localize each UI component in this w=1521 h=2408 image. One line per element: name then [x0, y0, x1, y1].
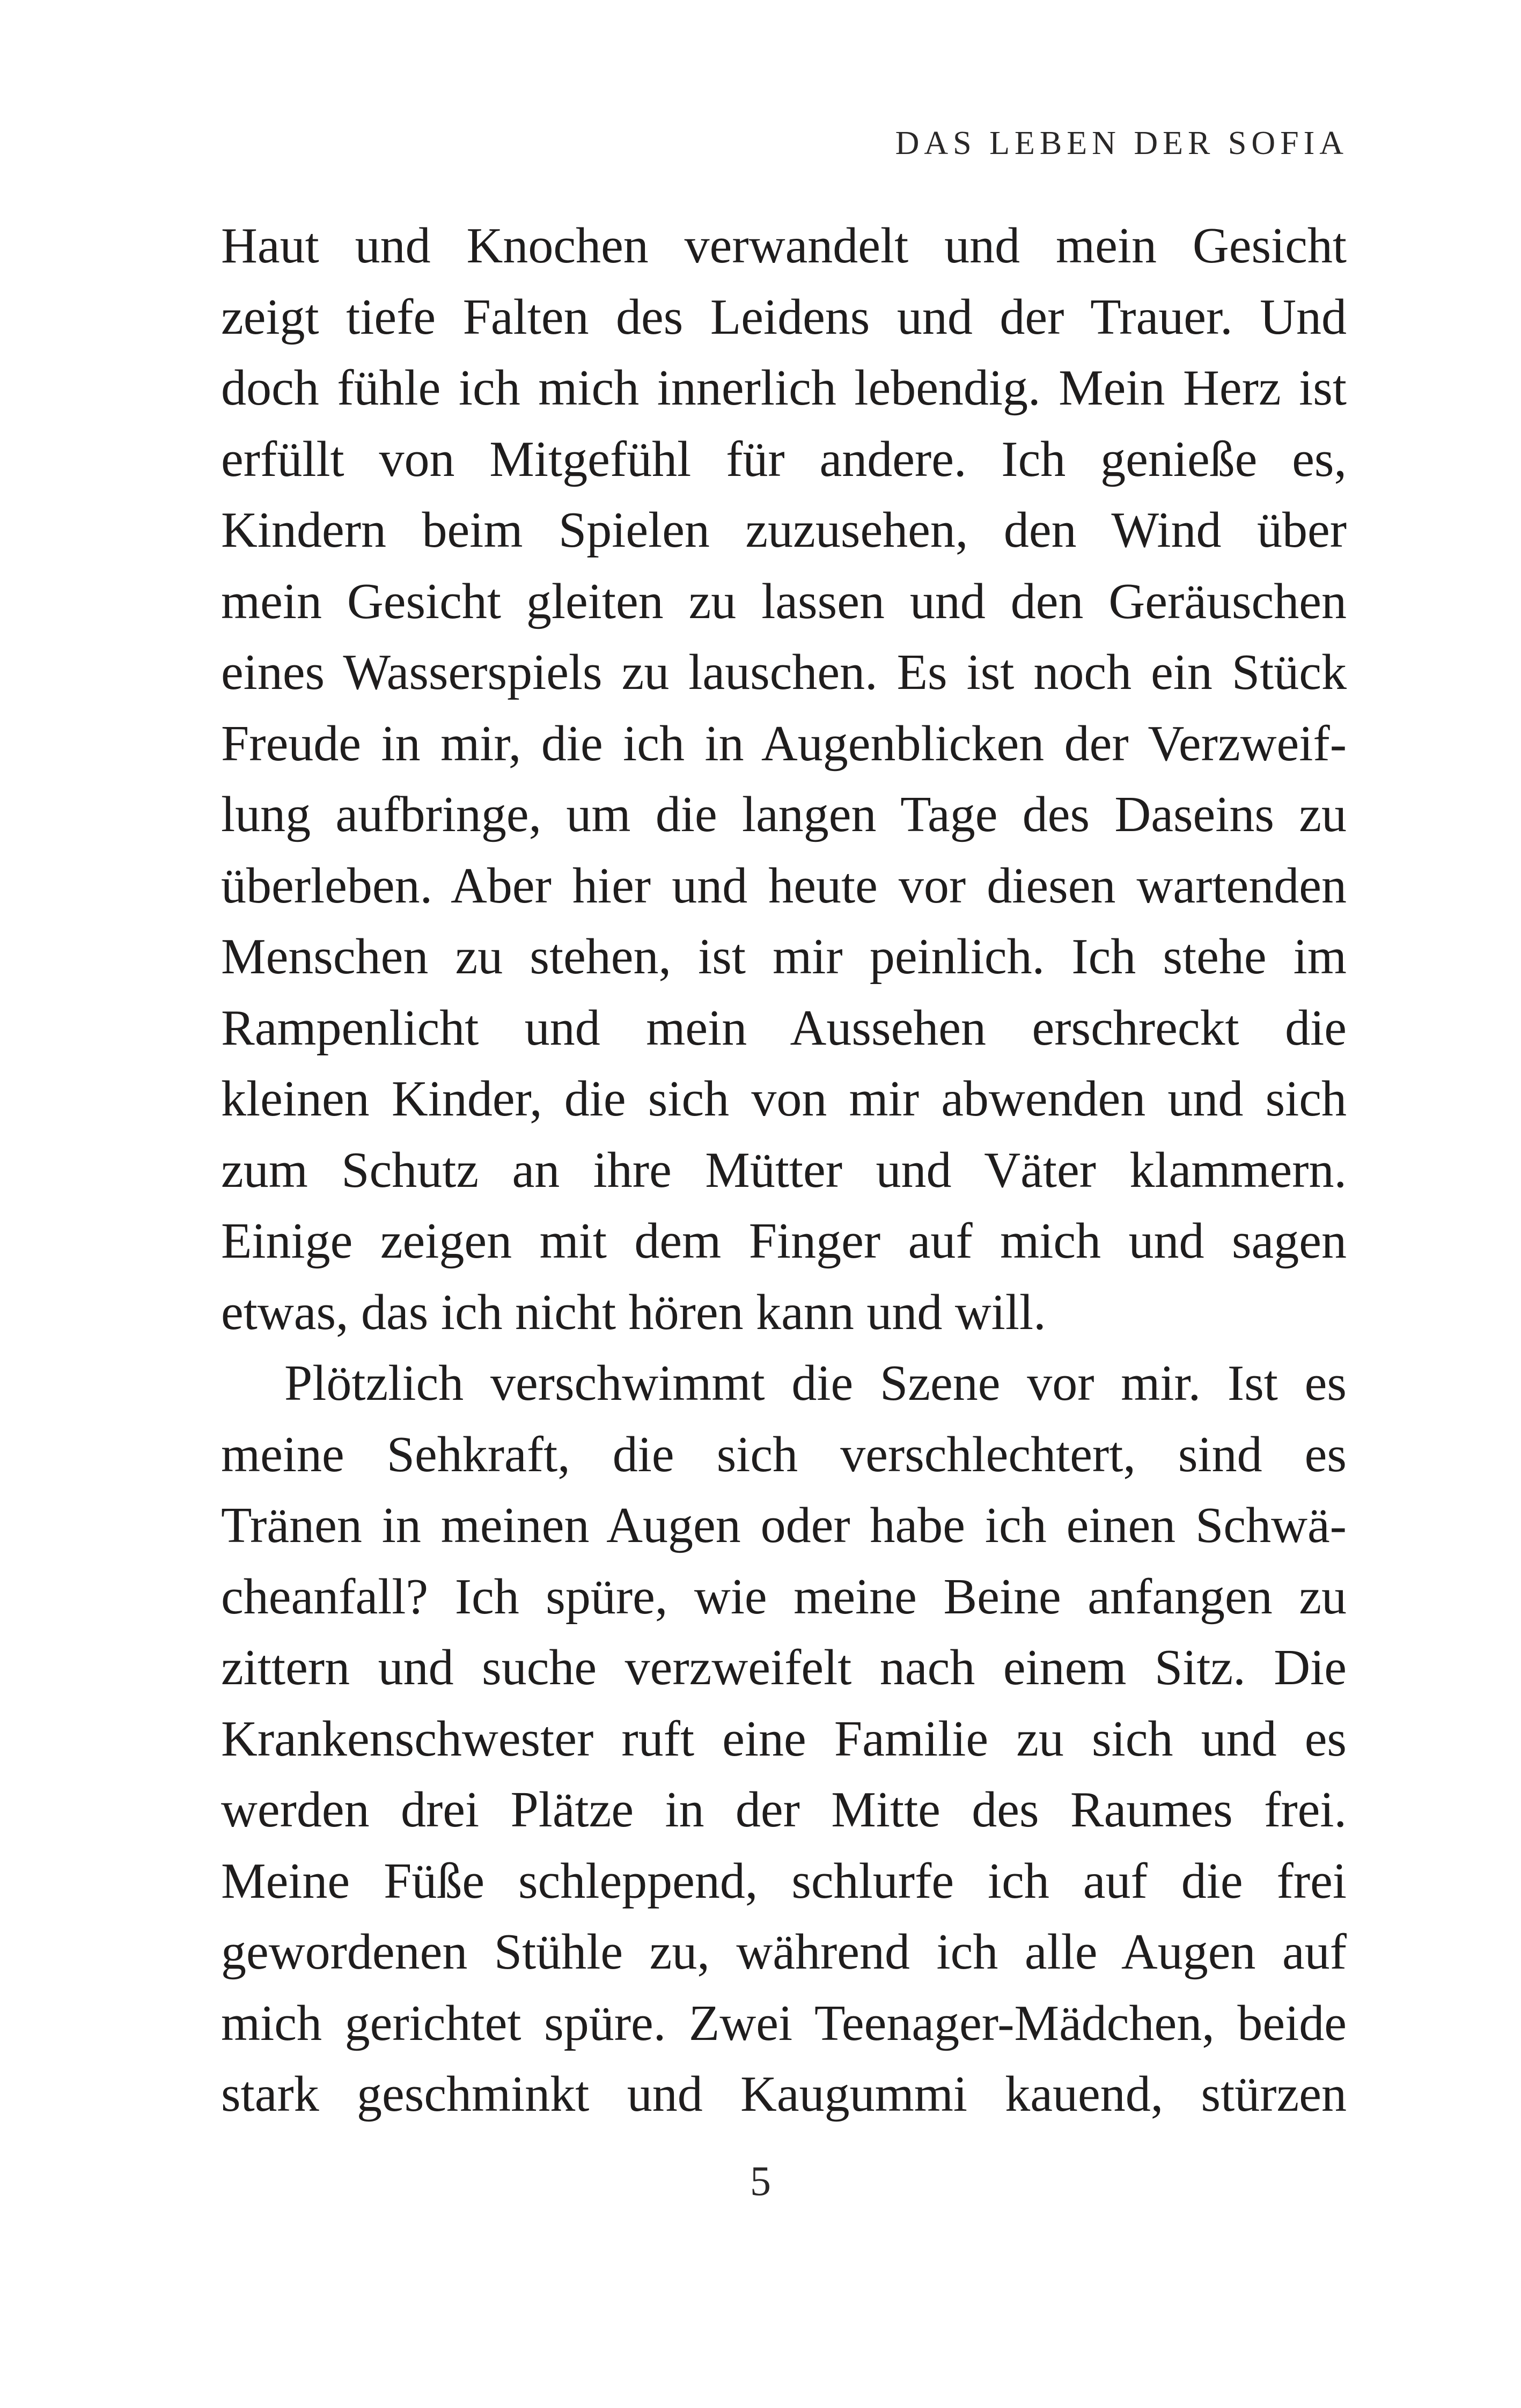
text-line: cheanfall? Ich spüre, wie meine Beine anfangen zu: [221, 1568, 1347, 1625]
text-line: lung aufbringe, um die langen Tage des Daseins zu: [221, 787, 1347, 842]
text-line: überleben. Aber hier und heute vor diesen wartenden: [221, 857, 1347, 914]
text-line: zeigt tiefe Falten des Leidens und der Trauer. Und: [221, 289, 1347, 345]
text-line: Haut und Knochen verwandelt und mein Gesicht: [221, 218, 1347, 274]
text-line: doch fühle ich mich innerlich lebendig. Mein Herz ist: [221, 360, 1347, 416]
text-line: Menschen zu stehen, ist mir peinlich. Ich stehe im: [221, 929, 1347, 985]
text-line: mein Gesicht gleiten zu lassen und den Geräuschen: [221, 573, 1347, 629]
body-text: [221, 210, 1347, 2130]
text-line: Tränen in meinen Augen oder habe ich einen Schwä-: [221, 1497, 1347, 1553]
text-line: stark geschminkt und Kaugummi kauend, stürzen: [221, 2066, 1347, 2122]
text-line: Plötzlich verschwimmt die Szene vor mir. Ist es: [284, 1355, 1347, 1411]
page-number: 5: [750, 2157, 771, 2204]
text-line: Kindern beim Spielen zuzusehen, den Wind über: [221, 502, 1347, 558]
text-line: etwas, das ich nicht hören kann und will.: [221, 1284, 1046, 1340]
text-line: Krankenschwester ruft eine Familie zu sich und es: [221, 1710, 1347, 1767]
text-line: Einige zeigen mit dem Finger auf mich und sagen: [221, 1213, 1347, 1269]
text-line: eines Wasserspiels zu lauschen. Es ist noch ein Stück: [221, 644, 1347, 700]
text-line: meine Sehkraft, die sich verschlechtert, sind es: [221, 1426, 1347, 1482]
text-line: Freude in mir, die ich in Augenblicken der Verzweif-: [221, 715, 1347, 772]
text-line: erfüllt von Mitgefühl für andere. Ich genieße es,: [221, 431, 1347, 487]
text-line: Rampenlicht und mein Aussehen erschreckt die: [221, 1000, 1347, 1056]
text-line: mich gerichtet spüre. Zwei Teenager-Mädchen, beide: [221, 1995, 1347, 2051]
text-line: kleinen Kinder, die sich von mir abwenden und sich: [221, 1071, 1347, 1127]
running-head: DAS LEBEN DER SOFIA: [895, 125, 1348, 161]
text-line: gewordenen Stühle zu, während ich alle Augen auf: [221, 1924, 1347, 1980]
text-line: zum Schutz an ihre Mütter und Väter klammern.: [221, 1142, 1347, 1198]
text-line: zittern und suche verzweifelt nach einem Sitz. Die: [221, 1640, 1347, 1695]
text-line: Meine Füße schleppend, schlurfe ich auf die frei: [221, 1853, 1347, 1909]
text-line: werden drei Plätze in der Mitte des Raumes frei.: [221, 1782, 1347, 1838]
